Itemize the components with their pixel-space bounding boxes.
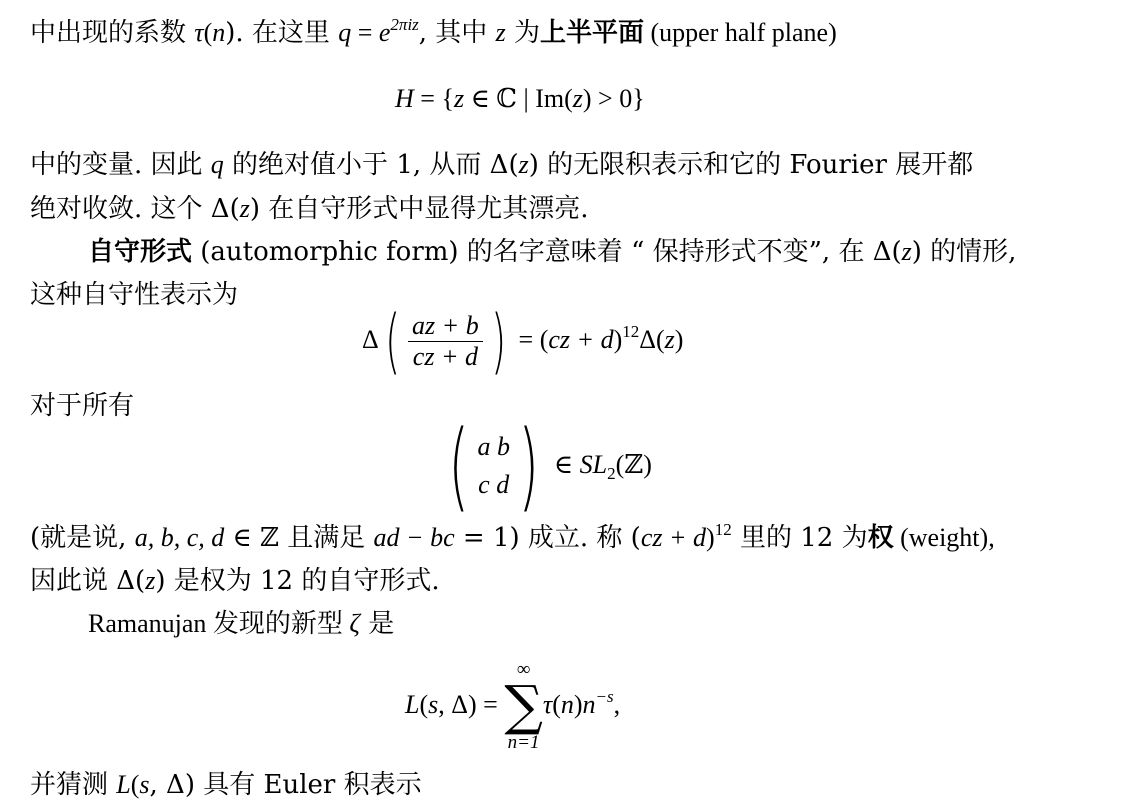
math: z [572, 84, 583, 113]
text-line-7 [30, 520, 995, 553]
text: (upper half plane) [643, 18, 837, 47]
math: ) [573, 690, 583, 719]
math: L [116, 770, 131, 799]
text: 中出现的系数 [30, 18, 195, 48]
math: z [239, 194, 250, 223]
math: Δ( [639, 325, 665, 354]
text-line-6 [30, 393, 134, 419]
math: z [453, 84, 465, 113]
math: z [145, 566, 156, 595]
math: ζ [349, 609, 360, 638]
math: Δ [362, 325, 379, 354]
math: ad − bc [373, 523, 455, 552]
superscript: −s [595, 687, 614, 706]
math: ) [674, 325, 684, 354]
math: z [495, 18, 506, 47]
math: n [582, 690, 596, 719]
math: q [210, 150, 224, 179]
math: (ℤ) [615, 450, 652, 479]
text: ) 是权为 12 的自守形式. [155, 566, 440, 596]
text: , 其中 [418, 18, 496, 48]
sum-lower-limit: n=1 [507, 732, 540, 753]
equation-l-function [405, 660, 620, 752]
text-line-2 [30, 152, 973, 178]
bold-term: 上半平面 [539, 18, 644, 48]
math: ) [613, 325, 623, 354]
math: e [378, 18, 391, 47]
text: 为 [505, 18, 540, 48]
right-paren: ) [518, 410, 539, 522]
sum-upper-limit: ∞ [516, 659, 531, 680]
math: ) [706, 523, 715, 552]
equation-upper-half-plane [395, 86, 645, 112]
fraction [408, 310, 483, 371]
subscript: 2 [607, 464, 616, 483]
math: n [560, 690, 574, 719]
text: (weight), [893, 523, 995, 552]
math: = [351, 18, 379, 47]
math: z [518, 150, 529, 179]
text: , Δ) 具有 Euler 积表示 [149, 770, 422, 800]
math: ( [552, 690, 561, 719]
right-paren: ) [490, 300, 506, 382]
bold-term: 权 [867, 523, 894, 553]
text: 并猜测 [30, 770, 117, 800]
matrix-row: a b [477, 432, 510, 461]
math: ) > 0} [582, 84, 645, 113]
text: (就是说, [30, 523, 135, 553]
left-paren: ( [448, 410, 470, 522]
text: ) 的情形, [911, 237, 1017, 267]
math: SL [579, 450, 608, 479]
summation [504, 660, 543, 752]
text: ). 在这里 [225, 18, 339, 48]
matrix-row: c d [478, 470, 510, 499]
text: Ramanujan 发现的新型 [88, 609, 350, 638]
text: 中的变量. 因此 [30, 150, 211, 180]
text: ) 在自守形式中显得尤其漂亮. [249, 194, 589, 224]
numerator: az + b [408, 313, 483, 342]
text-line-4 [88, 239, 1016, 265]
math: ∈ [547, 450, 580, 479]
sigma-symbol: ∑ [504, 674, 543, 737]
text: 因此说 Δ( [30, 566, 146, 596]
math: q [338, 18, 352, 47]
math: ( [130, 770, 140, 799]
math: ∈ ℂ | Im( [464, 84, 573, 113]
text-line-9 [88, 611, 394, 637]
text: 里的 12 为 [731, 523, 868, 553]
text-line-5 [30, 282, 238, 308]
math: n [212, 18, 226, 47]
text-line-10 [30, 772, 422, 798]
superscript: 2πiz [390, 15, 419, 34]
text: = 1) 成立. 称 ( [454, 523, 641, 553]
denominator: cz + d [412, 341, 478, 371]
bold-term: 自守形式 [88, 237, 193, 267]
math: ( [203, 18, 213, 47]
math: τ [542, 690, 553, 719]
text: 的绝对值小于 1, 从而 Δ( [223, 150, 519, 180]
text: 是 [359, 609, 395, 639]
math: , [613, 690, 621, 719]
math: = ( [512, 325, 549, 354]
text: (automorphic form) 的名字意味着 “ 保持形式不变”, 在 Δ( [192, 237, 902, 267]
text-line-1 [30, 15, 837, 48]
math: τ [194, 18, 204, 47]
math: , Δ) = [438, 690, 505, 719]
math: z [664, 325, 675, 354]
matrix [477, 428, 510, 504]
math: ( [419, 690, 429, 719]
superscript: 12 [714, 520, 732, 539]
equation-automorphy [362, 300, 684, 382]
text: 这种自守性表示为 [30, 280, 239, 310]
math: L [405, 690, 420, 719]
math: s [139, 770, 150, 799]
equation-matrix [440, 410, 652, 522]
text: 绝对收敛. 这个 Δ( [30, 194, 240, 224]
math: cz + d [640, 523, 707, 552]
math: H [395, 84, 414, 113]
math: a, b, c, d [134, 523, 225, 552]
math: cz + d [548, 325, 614, 354]
math: s [428, 690, 439, 719]
text: 对于所有 [30, 391, 135, 421]
text-line-3 [30, 196, 589, 222]
text: ∈ ℤ 且满足 [224, 523, 374, 553]
text-line-8 [30, 568, 440, 594]
math: z [901, 237, 912, 266]
superscript: 12 [622, 322, 640, 341]
left-paren: ( [384, 300, 400, 382]
text: ) 的无限积表示和它的 Fourier 展开都 [528, 150, 974, 180]
math: = { [413, 84, 454, 113]
